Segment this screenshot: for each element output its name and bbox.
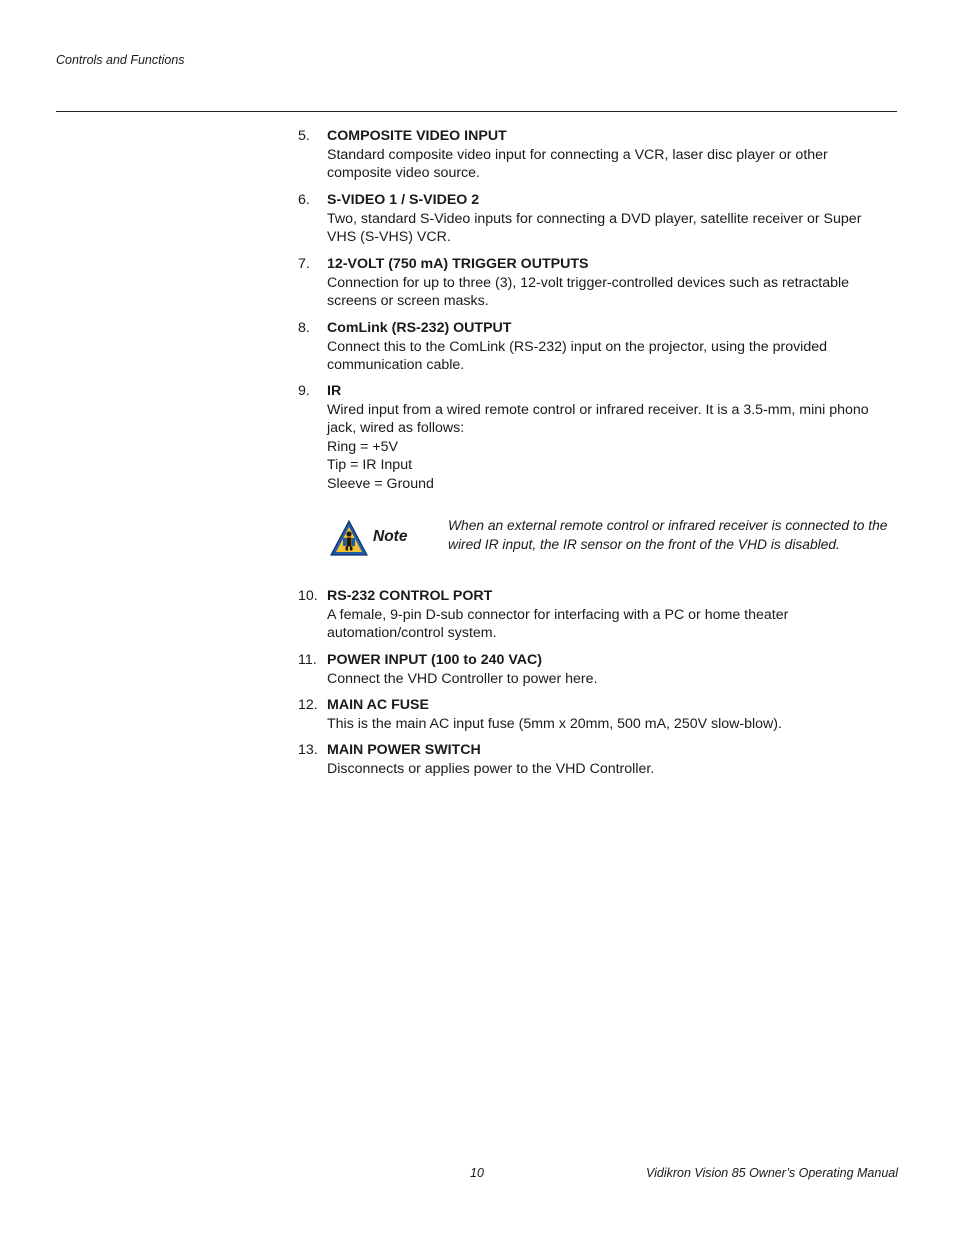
- item-number: 6.: [298, 192, 310, 208]
- item-description: Connect this to the ComLink (RS-232) input on the projector, using the provided communication cable.: [327, 338, 827, 374]
- item-number: 13.: [298, 742, 318, 758]
- item-number: 7.: [298, 256, 310, 272]
- note-label: Note: [373, 528, 408, 545]
- header-divider: [56, 111, 897, 112]
- item-title: S-VIDEO 1 / S-VIDEO 2: [327, 192, 480, 208]
- item-title: POWER INPUT (100 to 240 VAC): [327, 652, 542, 668]
- item-description: Connection for up to three (3), 12-volt trigger-controlled devices such as retractable screens or screen masks.: [327, 274, 850, 310]
- item-title: RS-232 CONTROL PORT: [327, 588, 493, 604]
- item-description: Two, standard S-Video inputs for connecting a DVD player, satellite receiver or Super VHS (S-VHS) VCR.: [327, 210, 862, 246]
- item-description: Standard composite video input for connecting a VCR, laser disc player or other composite video source.: [327, 146, 828, 182]
- note-figure-icon: [330, 520, 368, 556]
- item-number: 11.: [298, 652, 317, 668]
- item-description: Wired input from a wired remote control or infrared receiver. It is a 3.5-mm, mini phono jack, wired as follows: Ring = +5V Tip = IR Input Sleeve = Ground: [327, 401, 869, 492]
- item-title: ComLink (RS-232) OUTPUT: [327, 320, 512, 336]
- manual-title: Vidikron Vision 85 Owner’s Operating Manual: [646, 1166, 898, 1180]
- item-description: A female, 9-pin D-sub connector for interfacing with a PC or home theater automation/control system.: [327, 606, 789, 642]
- note-text: When an external remote control or infrared receiver is connected to the wired IR input, the IR sensor on the front of the VHD is disabled.: [448, 518, 888, 552]
- item-number: 9.: [298, 383, 310, 399]
- item-number: 5.: [298, 128, 310, 144]
- item-description: This is the main AC input fuse (5mm x 20mm, 500 mA, 250V slow-blow).: [327, 715, 782, 732]
- item-title: IR: [327, 383, 342, 399]
- item-number: 8.: [298, 320, 310, 336]
- item-title: COMPOSITE VIDEO INPUT: [327, 128, 507, 144]
- note-callout: [330, 516, 898, 560]
- item-description: Connect the VHD Controller to power here.: [327, 670, 598, 687]
- item-title: MAIN AC FUSE: [327, 697, 429, 713]
- page-number: 10: [470, 1166, 484, 1180]
- item-title: MAIN POWER SWITCH: [327, 742, 481, 758]
- item-number: 12.: [298, 697, 318, 713]
- section-header: Controls and Functions: [56, 53, 185, 67]
- item-number: 10.: [298, 588, 318, 604]
- item-description: Disconnects or applies power to the VHD Controller.: [327, 760, 655, 777]
- item-title: 12-VOLT (750 mA) TRIGGER OUTPUTS: [327, 256, 589, 272]
